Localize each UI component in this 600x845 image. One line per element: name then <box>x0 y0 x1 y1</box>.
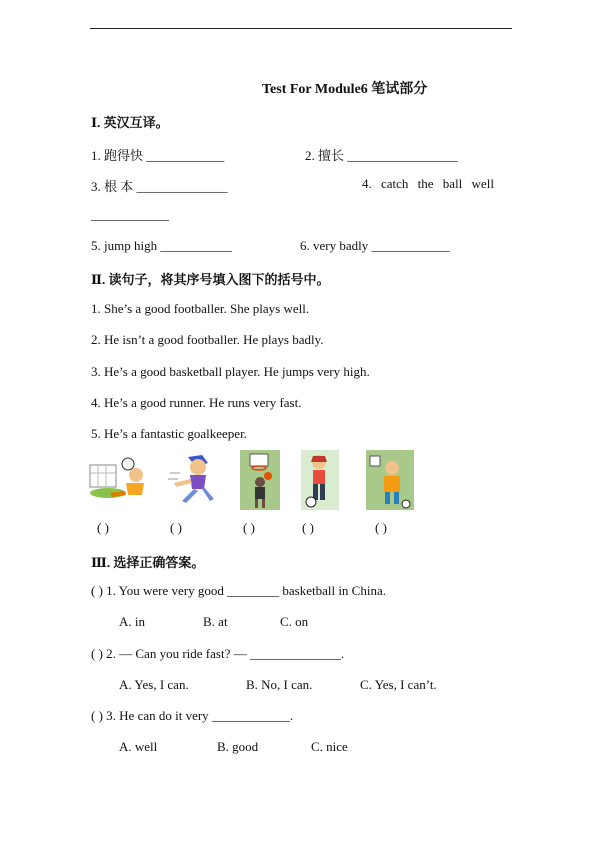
top-rule <box>90 28 512 29</box>
q3-stem: ( ) 3. He can do it very ____________. <box>91 708 294 723</box>
bracket-2[interactable]: ( ) <box>170 520 182 535</box>
basketball-picture <box>240 450 280 510</box>
q1-option-a[interactable]: A. in <box>119 614 145 629</box>
s2-sentence-3: 3. He’s a good basketball player. He jumps very high. <box>91 364 370 379</box>
s1-item-6: 6. very badly ____________ <box>300 238 450 253</box>
q2-option-c[interactable]: C. Yes, I can’t. <box>360 677 437 692</box>
s2-sentence-2: 2. He isn’t a good footballer. He plays badly. <box>91 332 324 347</box>
s1-item-1: 1. 跑得快 ____________ <box>91 148 225 163</box>
q3-option-b[interactable]: B. good <box>217 739 259 754</box>
q3-option-a[interactable]: A. well <box>119 739 158 754</box>
bracket-1[interactable]: ( ) <box>97 520 109 535</box>
s2-sentence-5: 5. He’s a fantastic goalkeeper. <box>91 426 247 441</box>
s2-sentence-4: 4. He’s a good runner. He runs very fast. <box>91 395 302 410</box>
s1-item-4-blank: ____________ <box>91 207 169 222</box>
q3-option-c[interactable]: C. nice <box>311 739 348 754</box>
q2-stem: ( ) 2. — Can you ride fast? — ______________. <box>91 646 345 661</box>
s1-item-2: 2. 擅长 _________________ <box>305 148 458 163</box>
s1-item-3: 3. 根 本 ______________ <box>91 179 228 194</box>
section3-heading: Ⅲ. 选择正确答案。 <box>91 555 205 570</box>
q2-option-b[interactable]: B. No, I can. <box>246 677 313 692</box>
bracket-4[interactable]: ( ) <box>302 520 314 535</box>
q1-stem: ( ) 1. You were very good ________ basketball in China. <box>91 583 386 598</box>
page-title: Test For Module6 笔试部分 <box>262 82 428 97</box>
q1-option-b[interactable]: B. at <box>203 614 228 629</box>
s1-item-4: 4. catch the ball well <box>362 176 494 191</box>
goalkeeper-picture <box>88 455 150 503</box>
bracket-5[interactable]: ( ) <box>375 520 387 535</box>
q2-option-a[interactable]: A. Yes, I can. <box>119 677 189 692</box>
section2-heading: Ⅱ. 读句子，将其序号填入图下的括号中。 <box>91 272 330 287</box>
footballer-picture <box>301 450 339 510</box>
q1-option-c[interactable]: C. on <box>280 614 309 629</box>
bracket-3[interactable]: ( ) <box>243 520 255 535</box>
s1-item-5: 5. jump high ___________ <box>91 238 232 253</box>
s2-sentence-1: 1. She’s a good footballer. She plays well. <box>91 301 310 316</box>
runner-picture <box>168 453 224 505</box>
bad-footballer-picture <box>366 450 414 510</box>
section1-heading: Ⅰ. 英汉互译。 <box>91 115 169 130</box>
